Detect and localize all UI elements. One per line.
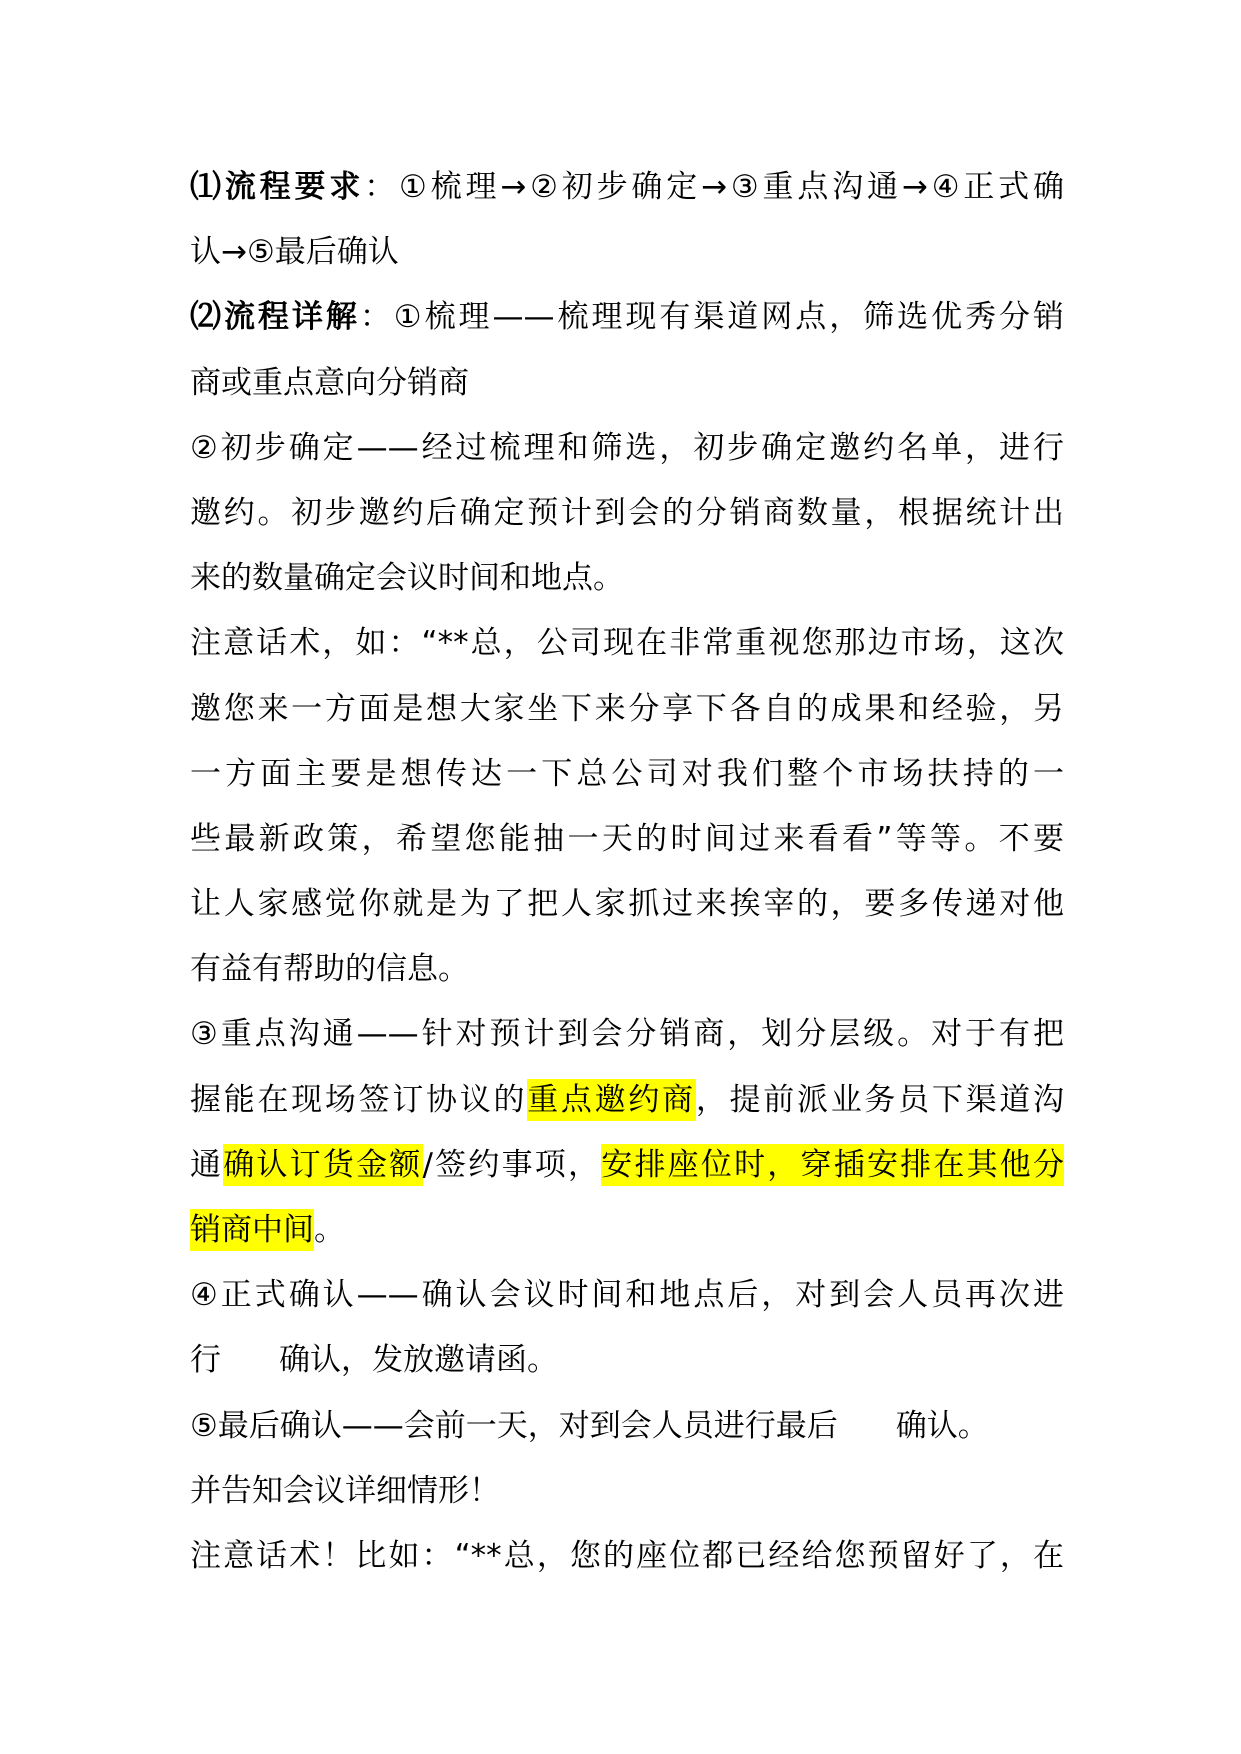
step-3-text: 。	[314, 1212, 345, 1248]
highlight-order-amount: 确认订货金额	[223, 1144, 422, 1186]
process-requirements-line-1	[190, 155, 1064, 220]
step-3-line-3	[190, 1133, 1064, 1198]
step-2-line-3: 来的数量确定会议时间和地点。	[190, 560, 624, 597]
step-3-line-1: ③重点沟通——针对预计到会分销商，划分层级。对于有把	[190, 1016, 1064, 1053]
note-1-line-2: 邀您来一方面是想大家坐下来分享下各自的成果和经验，另	[190, 690, 1064, 727]
step-3-text: /签约事项，	[422, 1146, 602, 1183]
highlight-seating: 安排座位时，穿插安排在其他分	[601, 1144, 1064, 1186]
highlight-key-invitees: 重点邀约商	[527, 1079, 696, 1121]
step-3-line-2	[190, 1068, 1064, 1133]
process-details-line-1	[190, 285, 1064, 350]
note-1-line-1: 注意话术，如：“**总，公司现在非常重视您那边市场，这次	[190, 625, 1064, 662]
step-2-line-2: 邀约。初步邀约后确定预计到会的分销商数量，根据统计出	[190, 494, 1064, 531]
highlight-among-distributors: 销商中间	[190, 1209, 314, 1251]
step-3-text: 握能在现场签订协议的	[190, 1081, 528, 1118]
document-body	[190, 155, 1064, 1589]
step-2-line-1: ②初步确定——经过梳理和筛选，初步确定邀约名单，进行	[190, 429, 1064, 466]
note-1-line-4: 些最新政策，希望您能抽一天的时间过来看看”等等。不要	[190, 820, 1064, 857]
note-1-line-6: 有益有帮助的信息。	[190, 951, 469, 988]
process-details-text: ：①梳理——梳理现有渠道网点，筛选优秀分销	[359, 299, 1065, 336]
step-4-line-2	[190, 1328, 1064, 1393]
step-5-line-2: 并告知会议详细情形！	[190, 1472, 500, 1509]
process-requirements-line-2: 认→⑤最后确认	[190, 234, 399, 271]
note-1-line-5: 让人家感觉你就是为了把人家抓过来挨宰的，要多传递对他	[190, 886, 1064, 923]
step-4-text: 行	[190, 1342, 221, 1379]
process-requirements-text: ：①梳理→②初步确定→③重点沟通→④正式确	[364, 169, 1064, 205]
step-4-line-1: ④正式确认——确认会议时间和地点后，对到会人员再次进	[190, 1277, 1064, 1314]
step-5-text: ⑤最后确认——会前一天，对到会人员进行最后	[190, 1407, 838, 1444]
process-details-line-2: 商或重点意向分销商	[190, 364, 469, 401]
note-2-line-1: 注意话术！比如：“**总，您的座位都已经给您预留好了，在	[190, 1537, 1064, 1574]
step-5-line-1	[190, 1394, 1064, 1459]
step-3-text: 通	[190, 1146, 224, 1183]
note-1-line-3: 一方面主要是想传达一下总公司对我们整个市场扶持的一	[190, 755, 1064, 792]
step-3-line-4	[190, 1198, 1064, 1263]
process-details-heading: ⑵流程详解	[190, 299, 360, 336]
process-requirements-heading: ⑴流程要求	[190, 169, 365, 205]
step-4-text: 确认，发放邀请函。	[279, 1342, 558, 1379]
step-5-text: 确认。	[895, 1407, 989, 1444]
step-3-text: ，提前派业务员下渠道沟	[695, 1081, 1065, 1118]
